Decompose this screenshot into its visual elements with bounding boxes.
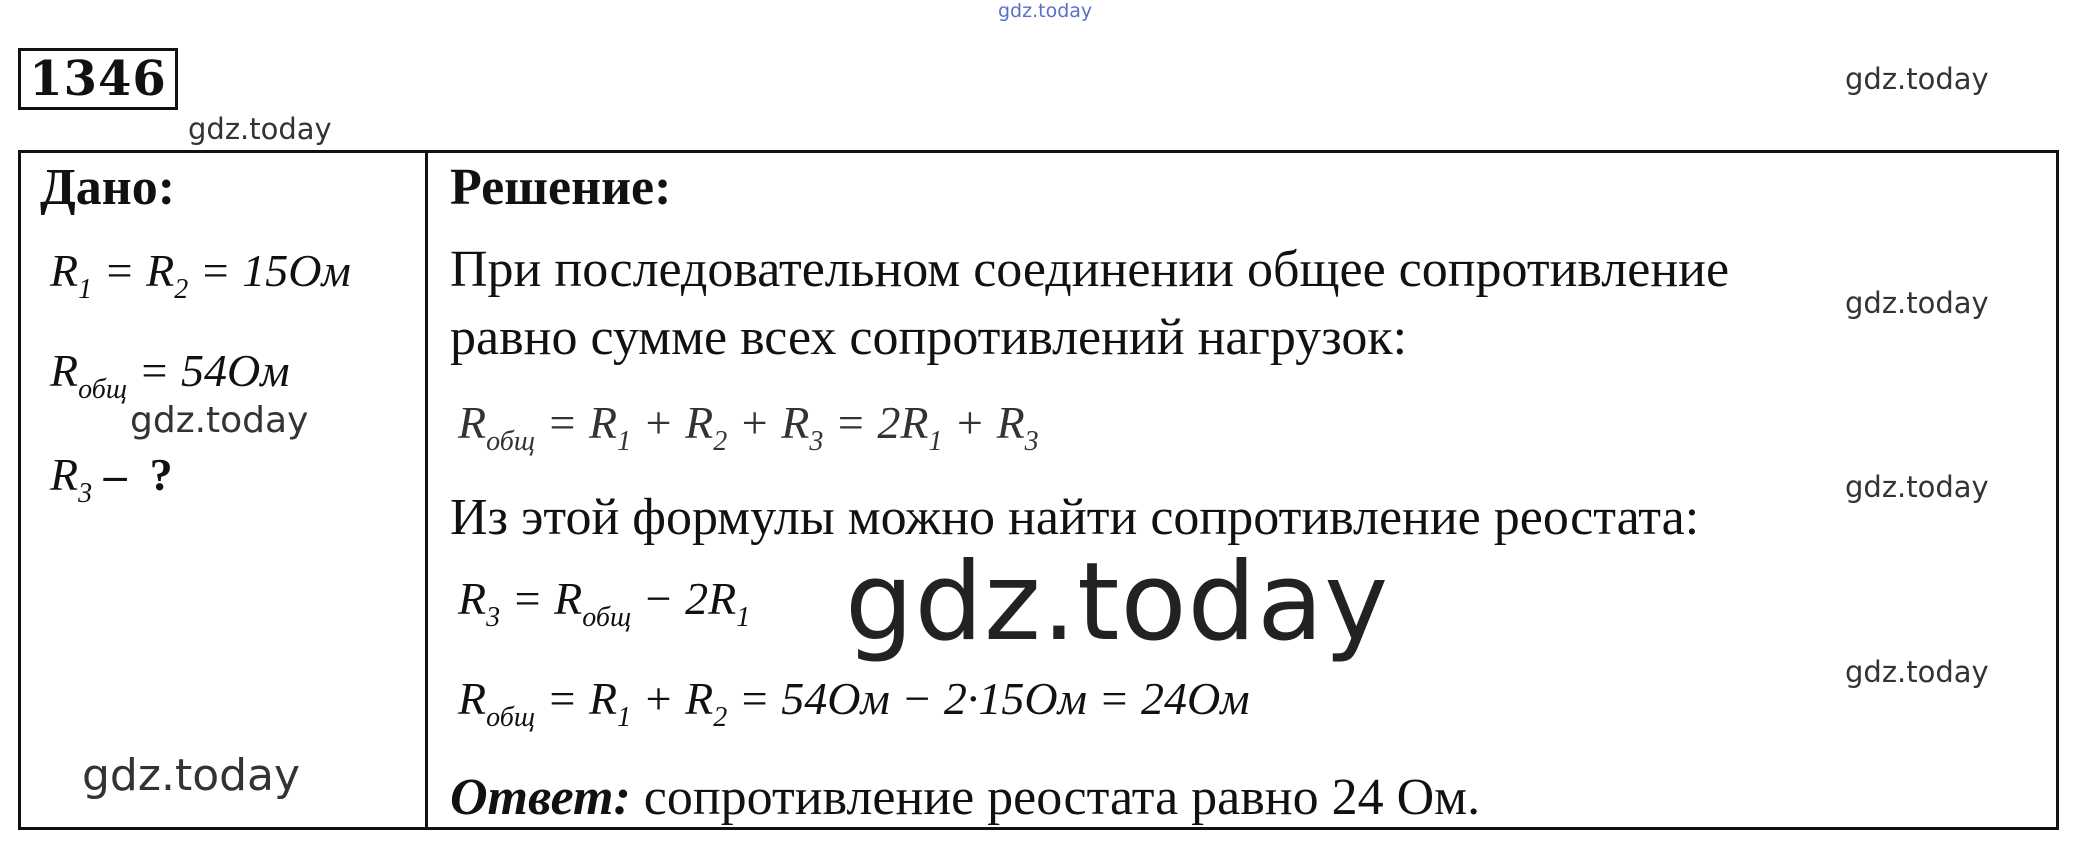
answer-text: сопротивление реостата равно 24 Ом. <box>630 769 1481 826</box>
formula-calculation: $R_{общ} = R_1 + R_2 = 54Ом - 2\cdot 15Ом = 24Ом$ <box>458 673 1250 733</box>
solution-text-3: Из этой формулы можно найти сопротивление реостата: <box>450 489 1700 546</box>
watermark: gdz.today <box>82 750 301 801</box>
watermark-large: gdz.today <box>845 540 1390 665</box>
watermark: gdz.today <box>1845 286 1989 320</box>
watermark: gdz.today <box>188 112 332 146</box>
problem-number: 1346 <box>18 48 178 110</box>
answer-label: Ответ: <box>450 769 631 826</box>
given-total-resistance: $R_{общ} = 54Ом$ <box>50 345 290 405</box>
formula-r3: $R_3 = R_{общ} - 2R_1$ <box>458 573 751 633</box>
watermark: gdz.today <box>1845 655 1989 689</box>
answer <box>450 768 1480 827</box>
given-resistances: $R_1 = R_2 = 15Ом$ <box>50 245 351 305</box>
given-heading: Дано: <box>40 159 176 216</box>
solution-heading: Решение: <box>450 159 672 216</box>
column-divider <box>425 150 428 830</box>
formula-total: $R_{общ} = R_1 + R_2 + R_3 = 2R_1 + R_3$ <box>458 397 1039 457</box>
watermark-top: gdz.today <box>998 0 1093 22</box>
solution-text-1: При последовательном соединении общее сопротивление <box>450 241 1730 298</box>
unknown-r3: $R_3$ – ? <box>50 449 173 509</box>
watermark: gdz.today <box>1845 470 1989 504</box>
solution-text-2: равно сумме всех сопротивлений нагрузок: <box>450 309 1408 366</box>
watermark: gdz.today <box>1845 62 1989 96</box>
watermark: gdz.today <box>130 400 309 441</box>
